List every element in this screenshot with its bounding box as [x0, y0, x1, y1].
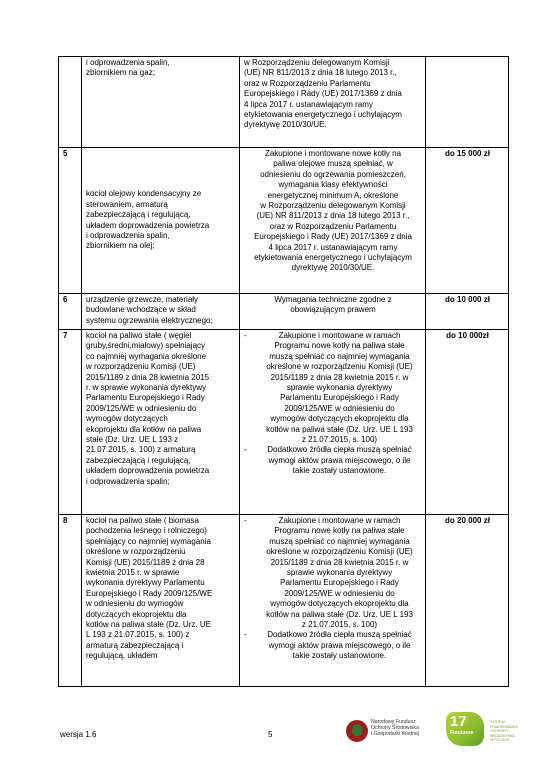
- row-number: 7: [59, 330, 82, 515]
- anniversary-logo-text: SYSTEM FINANSOWANIA OCHRONY ŚRODOWISKA W POLSCE: [490, 720, 518, 743]
- requirement-text: Dodatkowo źródła ciepła muszą spełniać wymogi aktów prawa miejscowego, o ile takie zostały ustanowione.: [267, 445, 412, 476]
- anniversary-word: Fundusze: [450, 730, 474, 736]
- item-text: i odprowadzenia spalin, zbiornikiem na gaz;: [86, 58, 170, 78]
- bullet-dash: -: [244, 331, 247, 340]
- list-item: [244, 445, 422, 476]
- item-text: kocioł olejowy kondensacyjny ze sterowaniem, armaturą zabezpieczającą i regulującą, układem doprowadzenia powietrza i odprowadzenia spalin, zbiornikiem na olej;: [86, 189, 210, 251]
- requirement-text: Dodatkowo źródła ciepła muszą spełniać wymogi aktów prawa miejscowego, o ile takie zostały ustanowione.: [267, 630, 412, 661]
- item-description: [82, 148, 240, 294]
- row-number: 5: [59, 148, 82, 294]
- bullet-dash: -: [244, 516, 247, 525]
- item-description: [82, 330, 240, 515]
- requirement-text: Zakupione i montowane w ramach Programu nowe kotły na paliwa stałe muszą spełniać co najmniej wymagania określone w rozporządzeniu Komisji (UE) 2015/1189 z dnia 28 kwietnia 2015 r. w sprawie wykonania dyrektywy Parlamentu Europejskiego i Rady 2009/125/WE w odniesieniu do wymogów dotyczących ekoprojektu dla kotłów na paliwa stałe (Dz. Urz. UE L 193 z 21.07.2015, s. 100): [266, 331, 413, 445]
- bullet-dash: -: [244, 445, 247, 455]
- requirement-text: Zakupione i montowane w ramach Programu nowe kotły na paliwa stałe muszą spełniać co najmniej wymagania określone w rozporządzeniu Komisji (UE) 2015/1189 z dnia 28 kwietnia 2015 r. w sprawie wykonania dyrektywy Parlamentu Europejskiego i Rady 2009/125/WE w odniesieniu do wymogów dotyczących ekoprojektu dla kotłów na paliwa stałe (Dz. Urz. UE L 193 z 21.07.2015, s. 100): [266, 516, 413, 630]
- table-row: [59, 148, 509, 294]
- technical-requirements: [240, 148, 426, 294]
- table-row: [59, 57, 509, 148]
- requirements-text: Zakupione i montowane nowe kotły na paliwa olejowe muszą spełniać, w odniesieniu do ogrzewania pomieszczeń, wymagania klasy efektywności energetycznej minimum A, określone w Rozporządzeniu delegowanym Komisji (UE) NR 811/2013 z dnia 18 lutego 2013 r., oraz w Rozporządzeniu Parlamentu Europejskiego i Rady (UE) 2017/1369 z dnia 4 lipca 2017 r. ustanawiającym ramy etykietowania energetycznego i uchylającym dyrektywę 2010/30/UE.: [254, 149, 412, 273]
- table-row: [59, 515, 509, 687]
- technical-requirements: [240, 294, 426, 330]
- technical-requirements: [240, 515, 426, 687]
- max-amount: do 15 000 zł: [426, 148, 509, 294]
- technical-requirements: [240, 57, 426, 148]
- max-amount: do 10 000zł: [426, 330, 509, 515]
- nfosigw-emblem-icon: [346, 720, 368, 742]
- requirements-text: Wymagania techniczne zgodne z obowiązującym prawem: [274, 295, 392, 315]
- item-description: [82, 294, 240, 330]
- row-number: 8: [59, 515, 82, 687]
- page-number: 5: [268, 730, 273, 739]
- item-text: kocioł na paliwo stałe ( biomasa pochodzenia leśnego i rolniczego) spełniający co najmniej wymagania określone w rozporządzeniu Komisji (UE) 2015/1189 z dnia 28 kwietnia 2015 r. w sprawie wykonania dyrektywy Parlamentu Europejskiego i Rady 2009/125/WE w odniesieniu do wymogów dotyczących ekoprojektu dla kotłów na paliwa stałe (Dz. Urz. UE L 193 z 21.07.2015, s. 100) z armaturą zabezpieczającą i regulującą, układem: [86, 516, 213, 661]
- bullet-dash: -: [244, 630, 247, 640]
- nfosigw-logo: [346, 718, 436, 750]
- row-number: 6: [59, 294, 82, 330]
- anniversary-logo: [446, 712, 536, 752]
- item-description: [82, 57, 240, 148]
- eligible-costs-table: [58, 56, 509, 687]
- item-description: [82, 515, 240, 687]
- max-amount: do 20 000 zł: [426, 515, 509, 687]
- technical-requirements: [240, 330, 426, 515]
- version-label: wersja 1.6: [60, 730, 97, 739]
- list-item: [244, 630, 422, 661]
- table-row: [59, 294, 509, 330]
- max-amount: [426, 57, 509, 148]
- requirements-list: [244, 516, 422, 662]
- requirements-text: w Rozporządzeniu delegowanym Komisji (UE) NR 811/2013 z dnia 18 lutego 2013 r., oraz w Rozporządzeniu Parlamentu Europejskiego i Rady (UE) 2017/1369 z dnia 4 lipca 2017 r. ustanawiającym ramy etykietowania energetycznego i uchylającym dyrektywę 2010/30/UE.: [244, 58, 402, 130]
- item-text: kocioł na paliwo stałe ( węgiel gruby,średni,miałowy) spełniający co najmniej wymagania określone w rozporządzeniu Komisji (UE) 2015/1189 z dnia 28 kwietnia 2015 r. w sprawie wykonania dyrektywy Parlamentu Europejskiego i Rady 2009/125/WE w odniesieniu do wymogów dotyczących ekoprojektu dla kotłów na paliwa stałe (Dz. Urz. UE L 193 z 21.07.2015, s. 100) z armaturą zabezpieczającą i regulującą, układem doprowadzenia powietrza i odprowadzenia spalin;: [86, 331, 210, 486]
- nfosigw-logo-text: Narodowy Fundusz Ochrony Środowiska i Gospodarki Wodnej: [371, 719, 420, 737]
- list-item: [244, 331, 422, 445]
- table-row: [59, 330, 509, 515]
- max-amount: do 10 000 zł: [426, 294, 509, 330]
- item-text: urządzenie grzewcze, materiały budowlane wchodzące w skład systemu ogrzewania elektrycznego;: [86, 295, 213, 325]
- list-item: [244, 516, 422, 630]
- requirements-list: [244, 331, 422, 477]
- row-number: [59, 57, 82, 148]
- anniversary-number: 17: [450, 713, 467, 730]
